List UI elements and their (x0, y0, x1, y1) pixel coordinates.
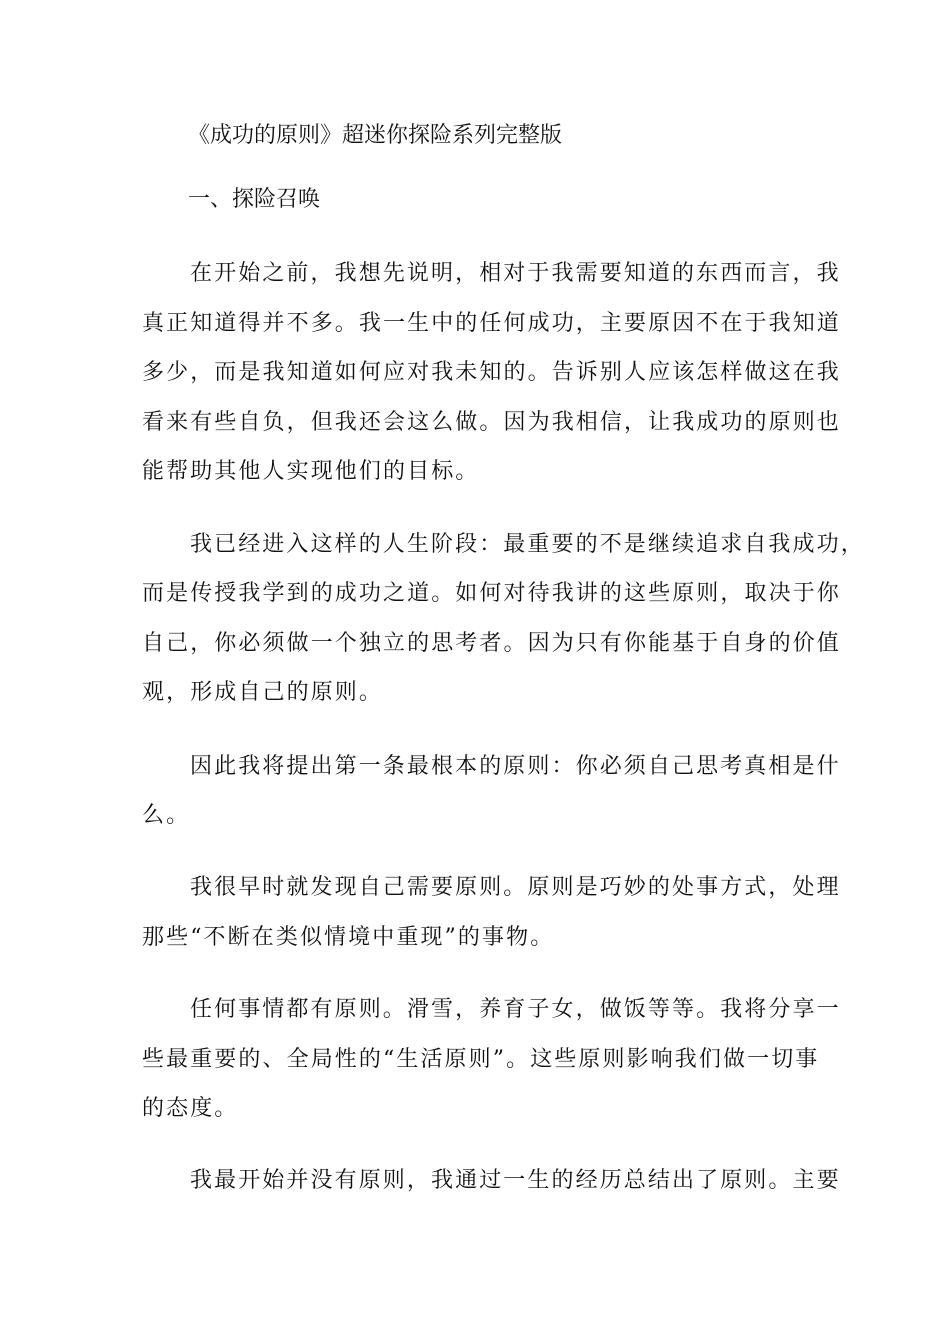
paragraph-2-line-1: 我已经进入这样的人生阶段：最重要的不是继续追求自我成功， (190, 532, 865, 557)
paragraph-5-line-2: 些最重要的、全局性的“生活原则”。这些原则影响我们做一切事 (142, 1047, 820, 1072)
paragraph-3-line-2: 么。 (142, 803, 191, 828)
paragraph-1-line-4: 看来有些自负，但我还会这么做。因为我相信，让我成功的原则也 (142, 410, 841, 435)
paragraph-4-line-1: 我很早时就发现自己需要原则。原则是巧妙的处事方式，处理 (190, 875, 841, 900)
section-heading: 一、探险召唤 (188, 187, 321, 212)
paragraph-5-line-3: 的态度。 (142, 1096, 239, 1121)
paragraph-1-line-5: 能帮助其他人实现他们的目标。 (142, 459, 480, 484)
paragraph-2-line-3: 自己，你必须做一个独立的思考者。因为只有你能基于自身的价值 (142, 631, 841, 656)
document-title: 《成功的原则》超迷你探险系列完整版 (188, 123, 563, 148)
paragraph-4-line-2: 那些“不断在类似情境中重现”的事物。 (142, 925, 555, 950)
paragraph-5-line-1: 任何事情都有原则。滑雪，养育子女，做饭等等。我将分享一 (190, 997, 841, 1022)
paragraph-3-line-1: 因此我将提出第一条最根本的原则：你必须自己思考真相是什 (190, 754, 841, 779)
paragraph-6-line-1: 我最开始并没有原则，我通过一生的经历总结出了原则。主要 (190, 1168, 841, 1193)
paragraph-1-line-2: 真正知道得并不多。我一生中的任何成功，主要原因不在于我知道 (142, 311, 841, 336)
paragraph-1-line-1: 在开始之前，我想先说明，相对于我需要知道的东西而言，我 (190, 261, 841, 286)
paragraph-2-line-2: 而是传授我学到的成功之道。如何对待我讲的这些原则，取决于你 (142, 581, 841, 606)
paragraph-2-line-4: 观，形成自己的原则。 (142, 680, 384, 705)
paragraph-1-line-3: 多少，而是我知道如何应对我未知的。告诉别人应该怎样做这在我 (142, 360, 841, 385)
